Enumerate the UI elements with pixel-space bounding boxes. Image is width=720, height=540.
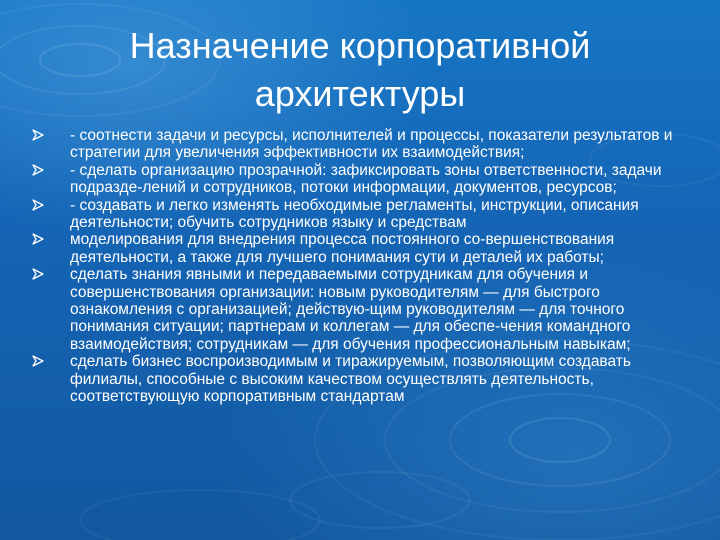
bullet-item [0,353,720,405]
bullet-list [0,127,720,406]
bullet-text: сделать бизнес воспроизводимым и тиражируемым, позволяющим создавать филиалы, способные с высоким качеством осуществлять деятельность, соответствующую корпоративным стандартам [70,353,631,406]
arrowhead-bullet-icon [32,268,44,280]
slide-title: Назначение корпоративной архитектуры [129,25,591,114]
bullet-text: сделать знания явными и передаваемыми сотрудникам для обучения и совершенствования организации: новым руководителям — для быстрого ознакомления с организацией; действую-щим руководителям — для точного понимания ситуации; партнерам и коллегам — для обеспе-чения командного взаимодействия; сотрудникам — для обучения профессиональным навыкам; [70,266,631,353]
arrowhead-bullet-icon [32,233,44,245]
bullet-text: - создавать и легко изменять необходимые регламенты, инструкции, описания деятельности; обучить сотрудников языку и средствам [70,196,639,232]
arrowhead-bullet-icon [32,355,44,367]
bullet-item [0,197,720,232]
bullet-item [0,162,720,197]
arrowhead-bullet-icon [32,164,44,176]
bullet-text: моделирования для внедрения процесса постоянного со-вершенствования деятельности, а также для лучшего понимания сути и деталей их работы; [70,231,615,266]
bullet-item [0,127,720,162]
bullet-text: - соотнести задачи и ресурсы, исполнителей и процессы, показатели результатов и стратегии для увеличения эффективности их взаимодействия; [70,127,673,162]
bullet-item [0,231,720,266]
arrowhead-bullet-icon [32,199,44,211]
arrowhead-bullet-icon [32,129,44,141]
bullet-text: - сделать организацию прозрачной: зафиксировать зоны ответственности, задачи подразде-лений и сотрудников, потоки информации, документов, ресурсов; [70,161,662,197]
bullet-item [0,266,720,353]
